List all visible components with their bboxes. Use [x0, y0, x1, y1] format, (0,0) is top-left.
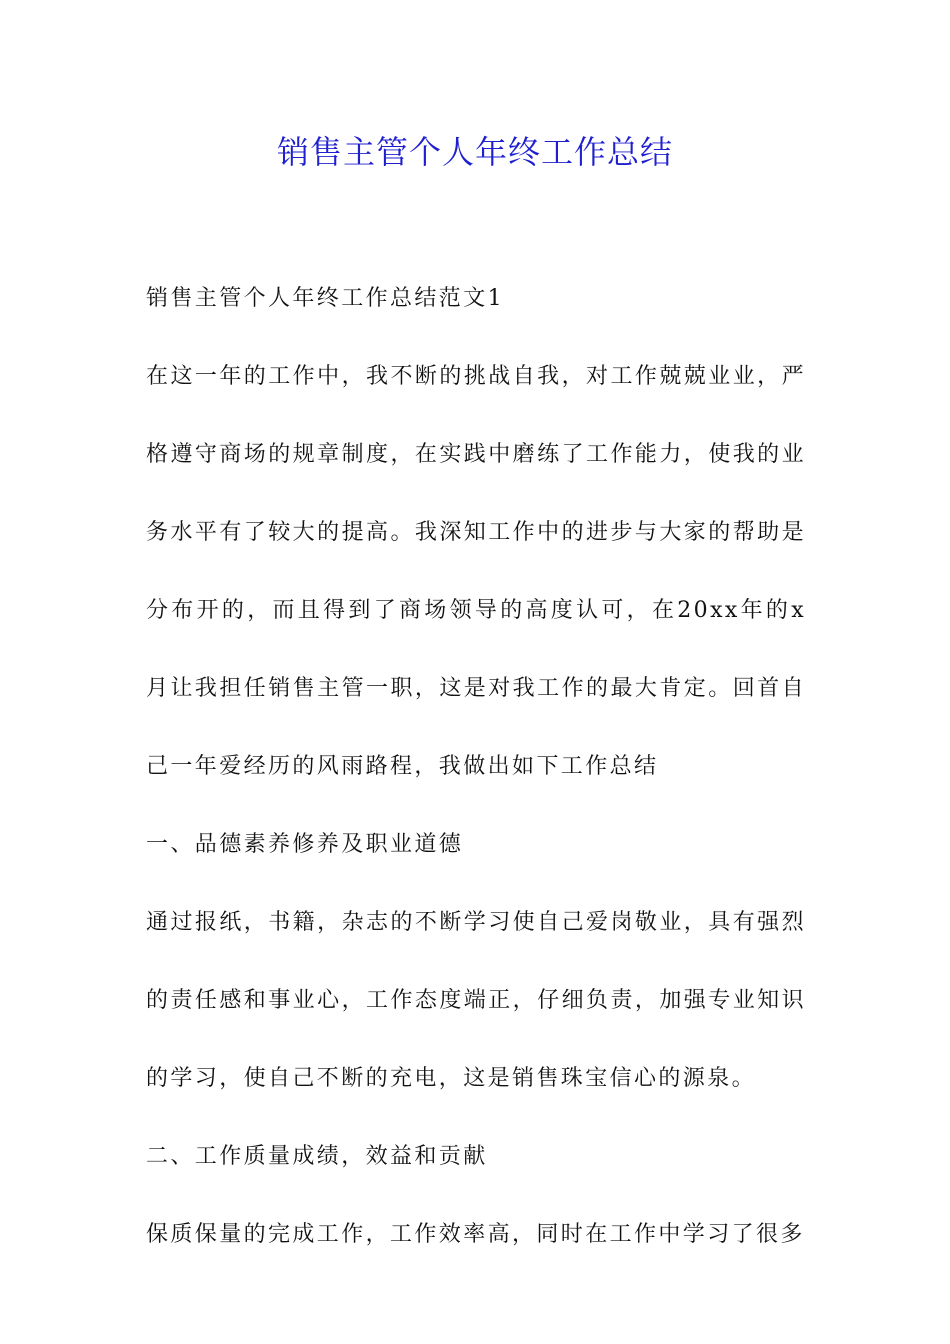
body-paragraph-intro: 在这一年的工作中，我不断的挑战自我，对工作兢兢业业，严格遵守商场的规章制度，在实践中磨练了工作能力，使我的业务水平有了较大的提高。我深知工作中的进步与大家的帮助是分布开的，而且得到了商场领导的高度认可，在20xx年的x月让我担任销售主管一职，这是对我工作的最大肯定。回首自己一年爱经历的风雨路程，我做出如下工作总结: [146, 364, 806, 779]
section-heading-sample: 销售主管个人年终工作总结范文1: [146, 286, 504, 311]
body-paragraph-ethics: 通过报纸，书籍，杂志的不断学习使自己爱岗敬业，具有强烈的责任感和事业心，工作态度端正，仔细负责，加强专业知识的学习，使自己不断的充电，这是销售珠宝信心的源泉。: [146, 910, 806, 1091]
body-paragraph-quality: 保质保量的完成工作，工作效率高，同时在工作中学习了很多: [146, 1222, 805, 1247]
section-heading-ethics: 一、品德素养修养及职业道德: [146, 832, 464, 857]
document-title: 销售主管个人年终工作总结: [276, 133, 673, 171]
section-heading-quality: 二、工作质量成绩，效益和贡献: [146, 1144, 488, 1169]
document-body: [146, 260, 806, 1274]
